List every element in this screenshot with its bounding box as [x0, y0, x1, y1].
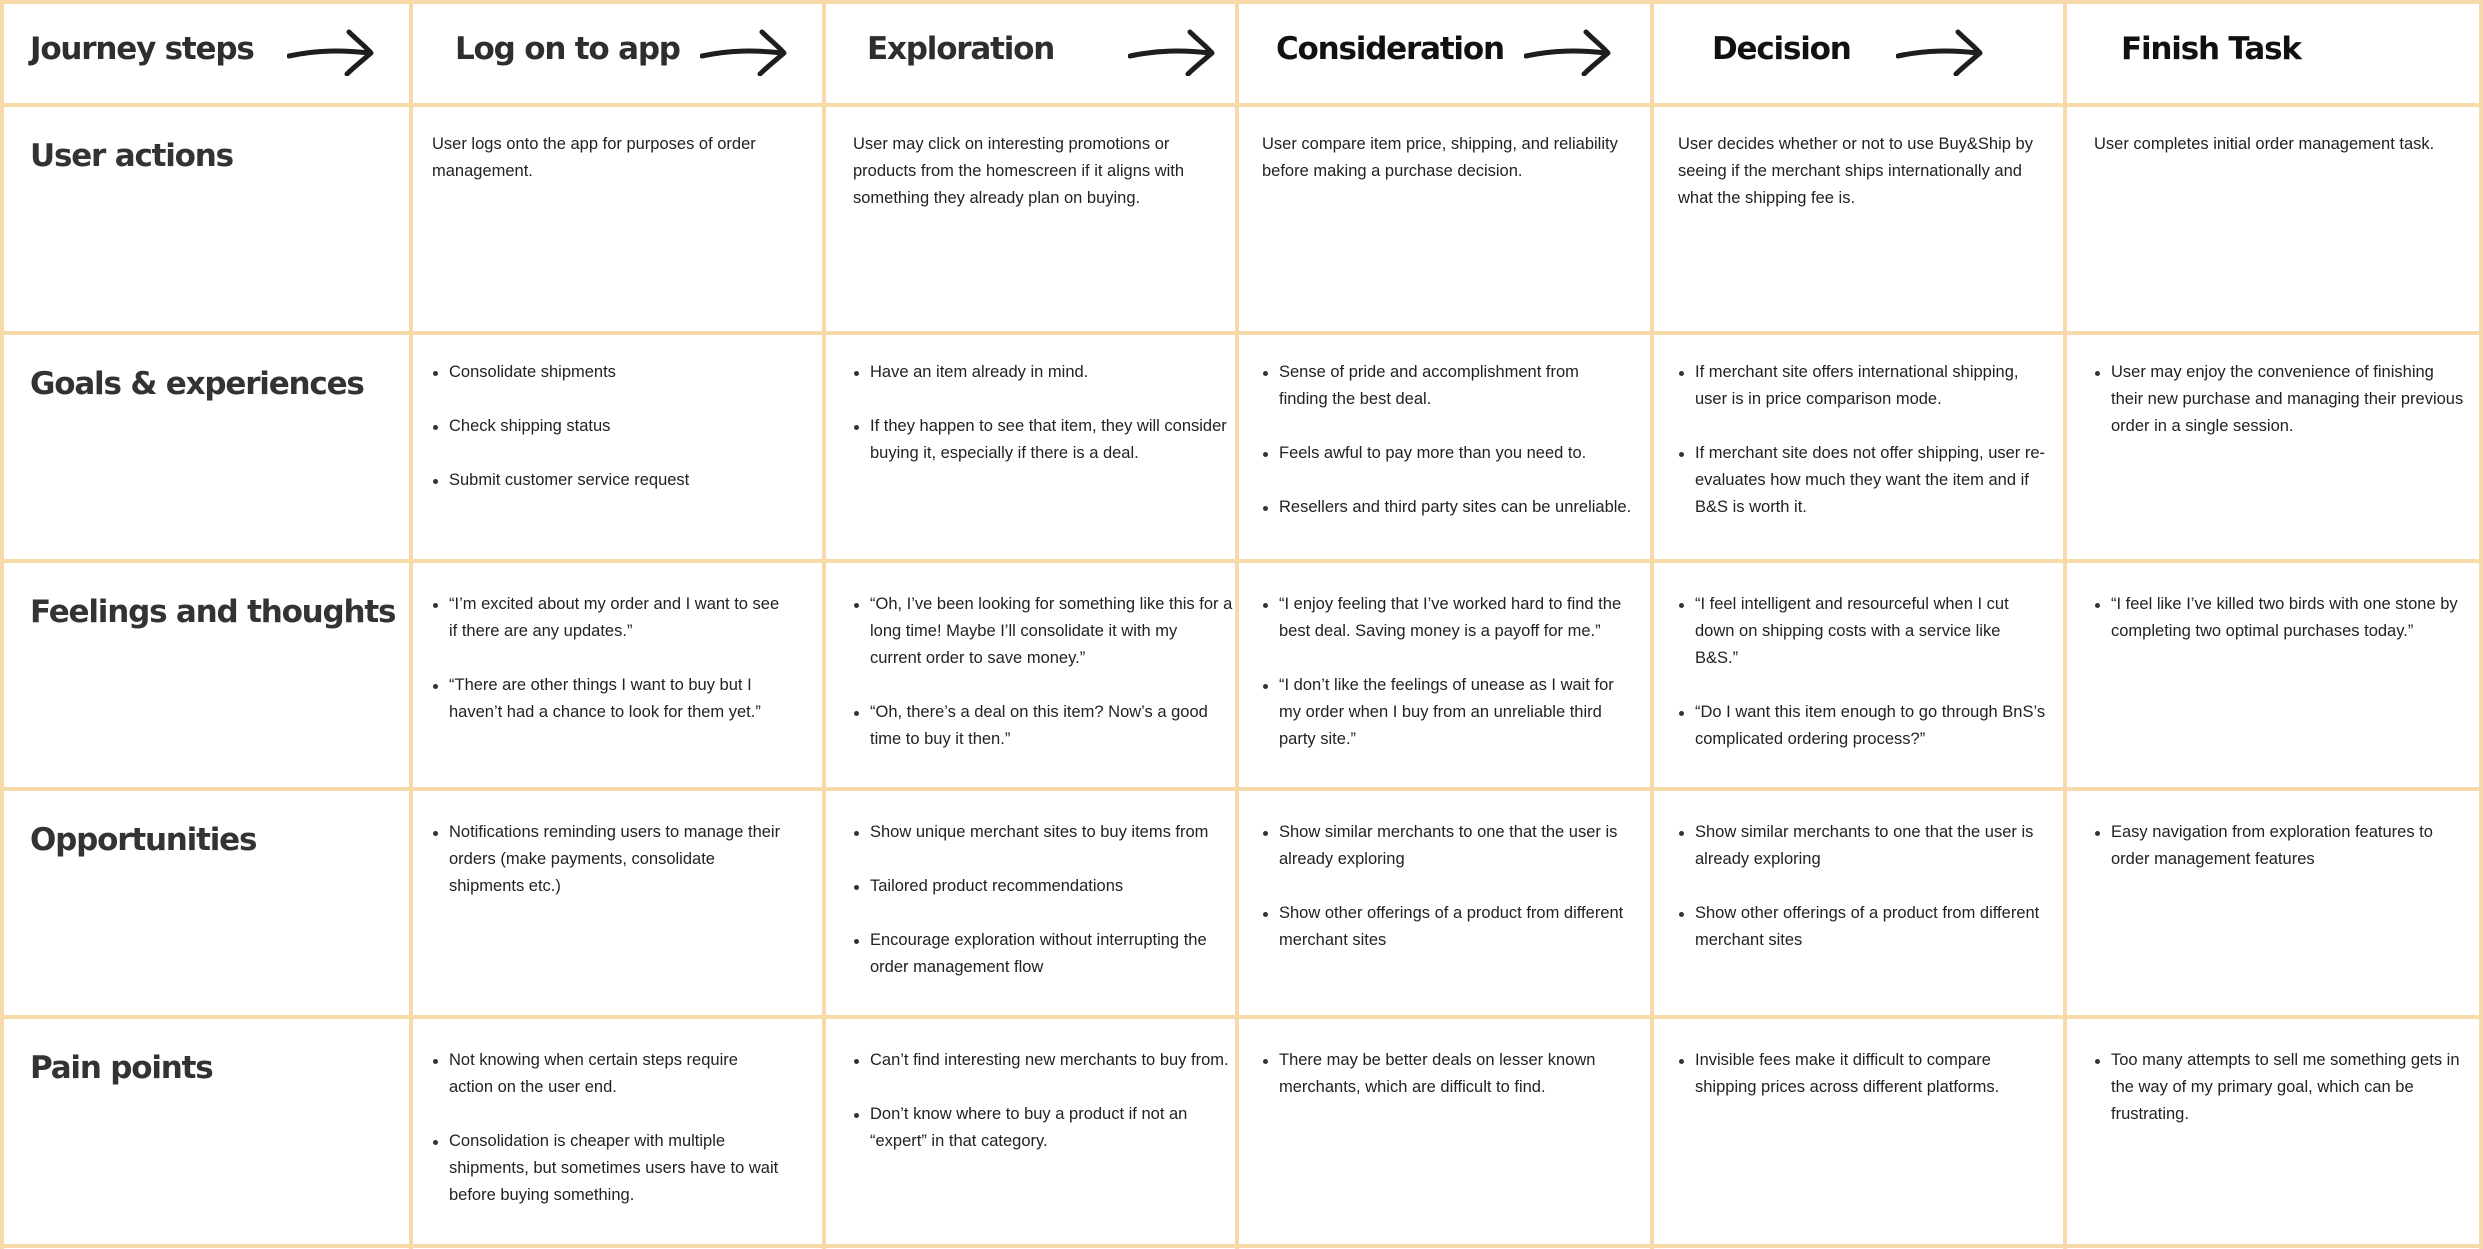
bullet-item: “Oh, there’s a deal on this item? Now’s a good time to buy it then.” — [853, 699, 1233, 753]
journey-cell — [2094, 591, 2464, 672]
journey-cell — [1262, 591, 1632, 780]
bullet-item: Too many attempts to sell me something gets in the way of my primary goal, which can be frustrating. — [2094, 1047, 2464, 1128]
grid-row-divider — [0, 103, 2483, 107]
bullet-item: Show unique merchant sites to buy items from — [853, 819, 1233, 846]
journey-cell — [853, 819, 1233, 1008]
bullet-item: Consolidation is cheaper with multiple shipments, but sometimes users have to wait before buying something. — [432, 1128, 782, 1209]
row-label: Goals & experiences — [30, 366, 364, 402]
bullet-list — [2094, 819, 2464, 873]
bullet-list — [2094, 591, 2464, 645]
bullet-item: User may enjoy the convenience of finishing their new purchase and managing their previous order in a single session. — [2094, 359, 2464, 440]
journey-cell — [1262, 1047, 1632, 1128]
bullet-list — [1262, 359, 1632, 521]
bullet-list — [1678, 359, 2048, 521]
journey-cell — [432, 131, 782, 185]
bullet-list — [1678, 591, 2048, 753]
journey-cell — [1678, 131, 2048, 212]
journey-cell — [1678, 1047, 2048, 1128]
bullet-item: “I’m excited about my order and I want to see if there are any updates.” — [432, 591, 782, 645]
stage-title: Consideration — [1276, 31, 1504, 67]
bullet-item: Sense of pride and accomplishment from finding the best deal. — [1262, 359, 1632, 413]
grid-column-divider — [1235, 0, 1239, 1249]
arrow-right-icon — [1896, 26, 1986, 76]
bullet-item: “Oh, I’ve been looking for something like this for a long time! Maybe I’ll consolidate it with my current order to save money.” — [853, 591, 1233, 672]
grid-column-divider — [0, 0, 4, 1249]
journey-cell — [1262, 131, 1632, 185]
bullet-item: “There are other things I want to buy but I haven’t had a chance to look for them yet.” — [432, 672, 782, 726]
bullet-item: Show other offerings of a product from different merchant sites — [1262, 900, 1632, 954]
bullet-list — [1262, 591, 1632, 753]
bullet-list — [2094, 359, 2464, 440]
grid-row-divider — [0, 559, 2483, 563]
stage-title: Decision — [1712, 31, 1851, 67]
grid-row-divider — [0, 0, 2483, 4]
bullet-list — [853, 591, 1233, 753]
bullet-item: Encourage exploration without interrupting the order management flow — [853, 927, 1233, 981]
bullet-item: “I enjoy feeling that I’ve worked hard to find the best deal. Saving money is a payoff for me.” — [1262, 591, 1632, 645]
bullet-item: Show similar merchants to one that the user is already exploring — [1262, 819, 1632, 873]
journey-cell — [432, 359, 782, 521]
bullet-item: Submit customer service request — [432, 467, 782, 494]
bullet-item: “I feel like I’ve killed two birds with one stone by completing two optimal purchases today.” — [2094, 591, 2464, 645]
journey-cell — [1678, 591, 2048, 780]
bullet-item: Invisible fees make it difficult to compare shipping prices across different platforms. — [1678, 1047, 2048, 1101]
stage-title: Log on to app — [455, 31, 680, 67]
grid-row-divider — [0, 1015, 2483, 1019]
bullet-item: Consolidate shipments — [432, 359, 782, 386]
bullet-list — [432, 1047, 782, 1209]
cell-text: User completes initial order management task. — [2094, 135, 2435, 153]
grid-row-divider — [0, 331, 2483, 335]
bullet-list — [432, 591, 782, 726]
row-label: Pain points — [30, 1050, 213, 1086]
bullet-item: Don’t know where to buy a product if not an “expert” in that category. — [853, 1101, 1233, 1155]
grid-row-divider — [0, 787, 2483, 791]
row-label: User actions — [30, 138, 233, 174]
arrow-right-icon — [700, 26, 790, 76]
bullet-item: Tailored product recommendations — [853, 873, 1233, 900]
bullet-list — [853, 819, 1233, 981]
journey-cell — [1678, 359, 2048, 548]
journey-cell — [432, 591, 782, 753]
bullet-item: There may be better deals on lesser known merchants, which are difficult to find. — [1262, 1047, 1632, 1101]
grid-column-divider — [1650, 0, 1654, 1249]
journey-cell — [432, 819, 782, 927]
bullet-item: Can’t find interesting new merchants to buy from. — [853, 1047, 1233, 1074]
journey-steps-heading: Journey steps — [30, 31, 254, 67]
bullet-list — [432, 819, 782, 900]
grid-column-divider — [2063, 0, 2067, 1249]
journey-cell — [2094, 131, 2464, 158]
bullet-item: Feels awful to pay more than you need to. — [1262, 440, 1632, 467]
bullet-item: If merchant site does not offer shipping, user re-evaluates how much they want the item and if B&S is worth it. — [1678, 440, 2048, 521]
bullet-item: Show similar merchants to one that the user is already exploring — [1678, 819, 2048, 873]
bullet-list — [1678, 1047, 2048, 1101]
bullet-item: Notifications reminding users to manage their orders (make payments, consolidate shipments etc.) — [432, 819, 782, 900]
bullet-item: Check shipping status — [432, 413, 782, 440]
bullet-item: Not knowing when certain steps require action on the user end. — [432, 1047, 782, 1101]
row-label: Opportunities — [30, 822, 257, 858]
row-label: Feelings and thoughts — [30, 594, 396, 630]
cell-text: User logs onto the app for purposes of order management. — [432, 135, 756, 180]
cell-text: User may click on interesting promotions or products from the homescreen if it aligns with something they already plan on buying. — [853, 135, 1185, 207]
journey-cell — [2094, 819, 2464, 900]
stage-title: Exploration — [867, 31, 1055, 67]
bullet-list — [853, 1047, 1233, 1155]
arrow-right-icon — [1524, 26, 1614, 76]
journey-cell — [853, 591, 1233, 780]
bullet-item: If merchant site offers international shipping, user is in price comparison mode. — [1678, 359, 2048, 413]
arrow-right-icon — [1128, 26, 1218, 76]
grid-row-divider — [0, 1244, 2483, 1248]
journey-cell — [1678, 819, 2048, 981]
bullet-list — [1678, 819, 2048, 954]
cell-text: User decides whether or not to use Buy&Ship by seeing if the merchant ships internationally and what the shipping fee is. — [1678, 135, 2033, 207]
journey-cell — [432, 1047, 782, 1236]
journey-cell — [853, 131, 1233, 212]
stage-title: Finish Task — [2121, 31, 2301, 67]
bullet-item: Resellers and third party sites can be unreliable. — [1262, 494, 1632, 521]
bullet-list — [432, 359, 782, 494]
bullet-list — [2094, 1047, 2464, 1128]
bullet-item: “I don’t like the feelings of unease as I wait for my order when I buy from an unreliable third party site.” — [1262, 672, 1632, 753]
journey-cell — [1262, 359, 1632, 548]
grid-column-divider — [822, 0, 826, 1249]
bullet-item: If they happen to see that item, they will consider buying it, especially if there is a deal. — [853, 413, 1233, 467]
bullet-item: Easy navigation from exploration features to order management features — [2094, 819, 2464, 873]
bullet-list — [1262, 819, 1632, 954]
journey-cell — [2094, 359, 2464, 467]
journey-cell — [1262, 819, 1632, 981]
journey-cell — [853, 359, 1233, 494]
journey-cell — [853, 1047, 1233, 1182]
journey-cell — [2094, 1047, 2464, 1155]
cell-text: User compare item price, shipping, and reliability before making a purchase decision. — [1262, 135, 1618, 180]
bullet-item: “I feel intelligent and resourceful when I cut down on shipping costs with a service like B&S.” — [1678, 591, 2048, 672]
bullet-list — [1262, 1047, 1632, 1101]
grid-column-divider — [409, 0, 413, 1249]
bullet-item: Have an item already in mind. — [853, 359, 1233, 386]
bullet-item: Show other offerings of a product from different merchant sites — [1678, 900, 2048, 954]
bullet-list — [853, 359, 1233, 467]
grid-column-divider — [2479, 0, 2483, 1249]
arrow-right-icon — [287, 26, 377, 76]
bullet-item: “Do I want this item enough to go through BnS’s complicated ordering process?” — [1678, 699, 2048, 753]
